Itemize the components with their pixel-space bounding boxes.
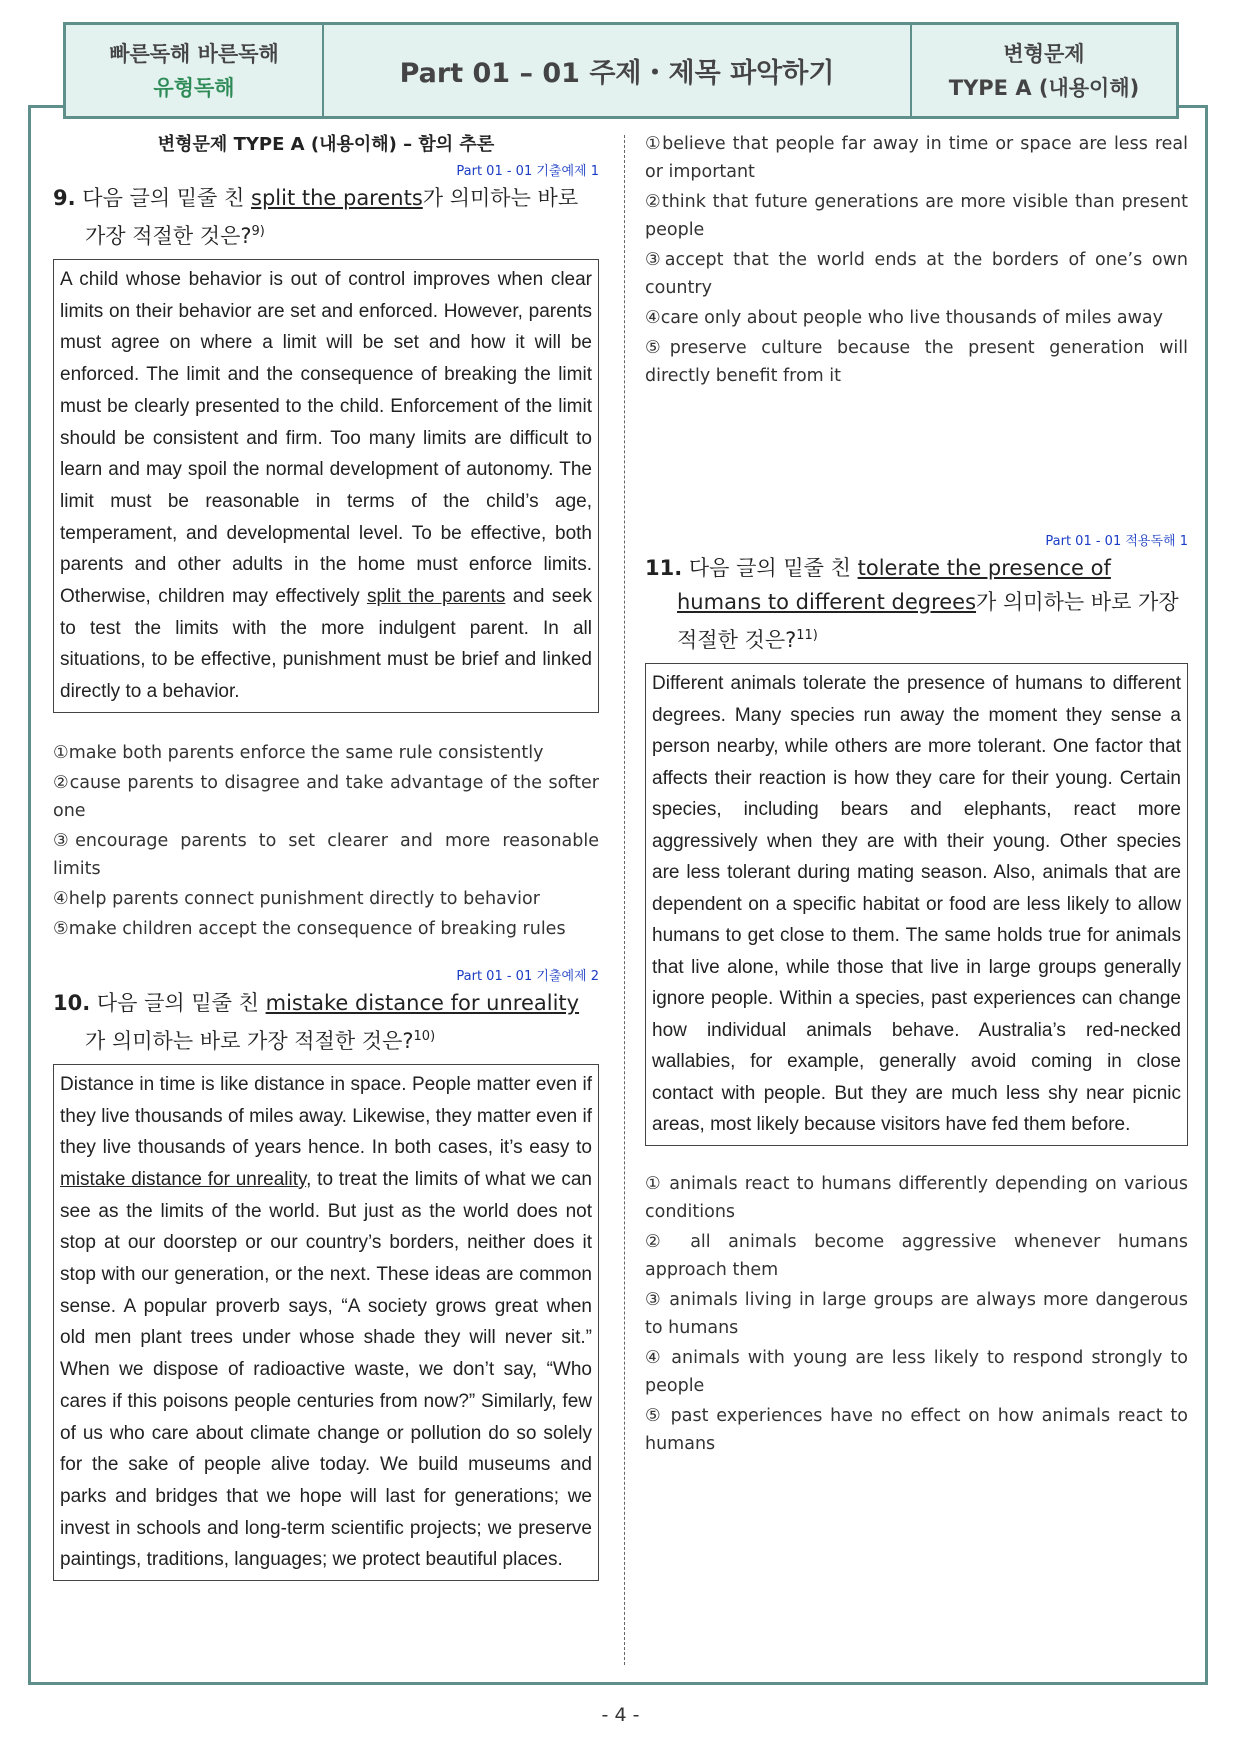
passage-text: , to treat the limits of what we can see as the limits of the world. But just as the world does not stop at our doorstep or our country’s borders, neither does it stop with our generation, or the next. These ideas are common sense. A popular proverb says, “A society grows great when old men plant trees under whose shade they will never sit.” When we dispose of radioactive waste, we don’t say, “Who cares if this poisons people centuries from now?” Similarly, few of us who care about climate change or pollution do so solely for the sake of people alive today. We build museums and parks and bridges that we hope will last for generations; we invest in schools and long-term scientific projects; we preserve paintings, traditions, languages; we protect beautiful places.: [60, 1168, 592, 1571]
footnote-marker: 9): [251, 224, 265, 239]
question-source: Part 01 - 01 기출예제 1: [456, 164, 599, 179]
answer-option[interactable]: ⑤preserve culture because the present generation will directly benefit from it: [645, 338, 1188, 386]
prompt-prefix: 다음 글의 밑줄 친: [82, 186, 245, 210]
question-source: Part 01 - 01 기출예제 2: [456, 968, 599, 984]
passage-box: [53, 1064, 599, 1581]
prompt-suffix: 가 의미하는 바로 가장 적절한 것은?: [677, 590, 1179, 652]
question-number: 11.: [645, 556, 683, 580]
prompt-underline: mistake distance for unreality: [265, 990, 580, 1015]
passage-text: A child whose behavior is out of control improves when clear limits on their behavior are set and enforced. However, parents must agree on where a limit will be set and how it will be enforced. The limit and the consequence of breaking the limit must be clearly presented to the child. Enforcement of the limit should be consistent and firm. Too many limits are difficult to learn and may spoil the normal development of autonomy. The limit must be reasonable in terms of the child’s age, temperament, and developmental level. To be effective, both parents and other adults in the home must enforce limits. Otherwise, children may effectively: [60, 269, 592, 608]
footnote-marker: 10): [413, 1028, 436, 1044]
question-prompt: [53, 986, 599, 1058]
passage-underline: mistake distance for unreality: [60, 1168, 307, 1190]
question-prompt: [645, 551, 1188, 657]
answer-option[interactable]: ③accept that the world ends at the borders of one’s own country: [645, 250, 1188, 298]
question-number: 10.: [53, 990, 91, 1015]
prompt-prefix: 다음 글의 밑줄 친: [688, 556, 851, 580]
prompt-suffix: 가 의미하는 바로 가장 적절한 것은?: [85, 186, 579, 248]
prompt-underline: tolerate the presence of humans to different degrees: [677, 556, 1111, 614]
prompt-underline: split the parents: [251, 186, 423, 210]
right-column: [645, 130, 1188, 1460]
answer-option[interactable]: ⑤make children accept the consequence of breaking rules: [53, 918, 566, 939]
page-title: Part 01 – 01 주제・제목 파악하기: [399, 58, 835, 89]
answer-option[interactable]: ④help parents connect punishment directly to behavior: [53, 888, 540, 909]
footnote-marker: 11): [796, 628, 818, 643]
passage-text: and seek to test the limits with the more indulgent parent. In all situations, to be effective, punishment must be brief and linked directly to a behavior.: [60, 586, 592, 703]
series-title: 빠른독해 바른독해: [109, 41, 279, 66]
answer-options: [645, 130, 1188, 390]
question-source: Part 01 - 01 적용독해 1: [1045, 534, 1188, 549]
series-subtitle: 유형독해: [153, 75, 235, 100]
section-title: 변형문제 TYPE A (내용이해) – 함의 추론: [157, 134, 495, 155]
passage-underline: split the parents: [366, 586, 506, 608]
answer-options: [645, 1170, 1188, 1458]
answer-option[interactable]: ① animals react to humans differently depending on various conditions: [645, 1173, 1188, 1222]
answer-option[interactable]: ②think that future generations are more visible than present people: [645, 192, 1188, 240]
answer-option[interactable]: ②cause parents to disagree and take advantage of the softer one: [53, 772, 599, 821]
page-number: - 4 -: [601, 1704, 640, 1726]
answer-option[interactable]: ③ animals living in large groups are always more dangerous to humans: [645, 1289, 1188, 1338]
prompt-suffix: 가 의미하는 바로 가장 적절한 것은?: [85, 1028, 414, 1053]
left-column: [53, 130, 599, 1587]
passage-text: Distance in time is like distance in space. People matter even if they live thousands of miles away. Likewise, they matter even if they live thousands of years hence. In both cases, it’s easy to: [60, 1073, 592, 1159]
page-header: [63, 22, 1179, 119]
answer-option[interactable]: ④ animals with young are less likely to respond strongly to people: [645, 1347, 1188, 1396]
header-series: [66, 25, 324, 116]
prompt-prefix: 다음 글의 밑줄 친: [96, 990, 259, 1015]
answer-option[interactable]: ①make both parents enforce the same rule consistently: [53, 742, 544, 763]
passage-box: Different animals tolerate the presence of humans to different degrees. Many species run away the moment they sense a person nearby, while others are more tolerant. One factor that affects their reaction is how they care for their young. Certain species, including bears and elephants, react more aggressively when they are with their young. Other species are less tolerant during mating season. Also, animals that are dependent on a specific habitat or food are less likely to allow humans to get close to them. The same holds true for animals that live alone, while those that live in large groups generally ignore people. Within a species, past experiences can change how individual animals behave. Australia’s red-necked wallabies, for example, generally avoid coming in close contact with people. But they are much less shy near picnic areas, most likely because visitors have fed them before.: [645, 663, 1188, 1146]
answer-option[interactable]: ③encourage parents to set clearer and more reasonable limits: [53, 830, 599, 879]
header-title-cell: [324, 25, 912, 116]
answer-option[interactable]: ④care only about people who live thousands of miles away: [645, 308, 1164, 328]
answer-option[interactable]: ⑤ past experiences have no effect on how animals react to humans: [645, 1405, 1188, 1454]
header-type: [912, 25, 1176, 116]
answer-option[interactable]: ② all animals become aggressive whenever humans approach them: [645, 1231, 1188, 1280]
answer-options: [53, 739, 599, 943]
passage-box: [53, 259, 599, 713]
type-label: 변형문제: [1003, 41, 1085, 66]
question-10: [53, 965, 599, 1581]
type-name: TYPE A (내용이해): [948, 75, 1140, 100]
question-number: 9.: [53, 186, 76, 210]
question-11: [645, 530, 1188, 1458]
answer-option[interactable]: ①believe that people far away in time or space are less real or important: [645, 134, 1188, 182]
question-prompt: [53, 181, 599, 253]
column-divider: [624, 135, 625, 1665]
question-9: [53, 160, 599, 943]
